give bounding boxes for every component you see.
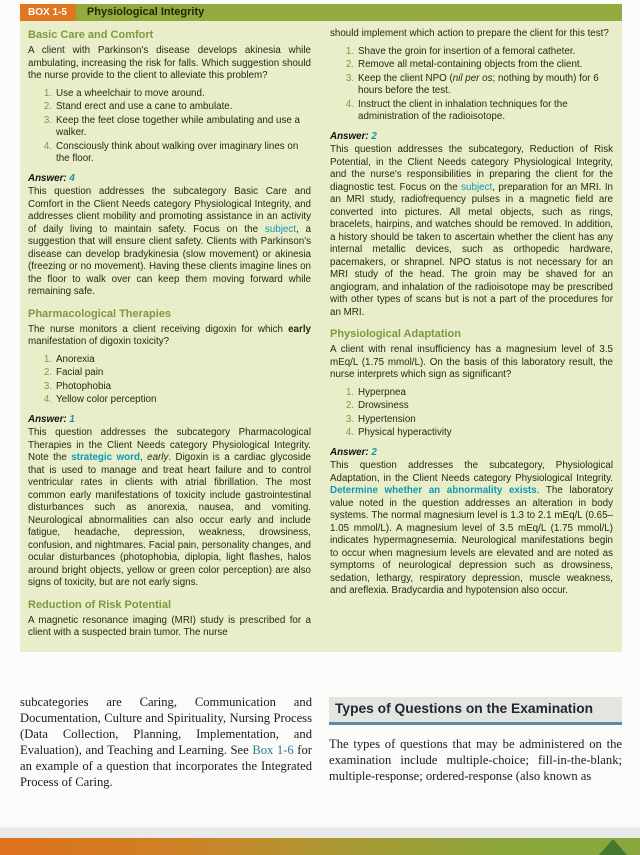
box-body [20,21,622,652]
option-number: 2. [43,101,52,112]
answer-option [343,427,613,440]
answer-label: Answer: [330,446,369,458]
option-text [56,381,311,394]
text-segment: The nurse monitors a client receiving digoxin for which [28,323,289,335]
answer-label: Answer: [28,413,67,425]
page-body-text [20,695,622,790]
text-segment: Stand erect and use a cane to ambulate. [56,101,233,112]
paragraph [28,45,311,83]
text-segment: subcategories are Caring, Communication and Documentation, Culture and Spirituality, Nursing Process (Data Collection, Planning, Implementation, and Evaluation), and Teaching and Learning. See [20,695,312,757]
box-1-5 [20,4,622,652]
text-segment: Anorexia [56,353,95,365]
paragraph [28,427,311,590]
answer-options-list [41,88,311,166]
paragraph [330,344,613,382]
text-segment: A magnetic resonance imaging (MRI) study is prescribed for a client with a suspected brain tumor. The nurse [28,614,311,638]
box-title: Physiological Integrity [86,6,205,18]
option-number: 1. [43,87,52,99]
paragraph [330,144,613,319]
option-text [358,427,613,440]
text-segment: Consciously think about walking over imaginary lines on the floor. [56,140,299,164]
option-number: 1. [345,386,354,398]
text-segment: This question addresses the subcategory Basic Care and Comfort in the Client Needs category Physiological Integrity, and addresses client mobility and promoting assistance in an activity of daily living to maintain safety. Focus on the [28,186,311,235]
body-right-column [329,695,622,790]
text-segment: A client with Parkinson's disease develops akinesia while ambulating, increasing the risk for falls. Which suggestion should the nurse provide to the client to alleviate this problem? [28,45,311,81]
text-segment: Yellow color perception [56,394,157,405]
page-corner-triangle-icon [599,839,627,855]
box-left-column [28,28,311,642]
box-section-heading: Basic Care and Comfort [28,29,154,41]
paragraph [28,324,311,349]
page-bottom-gray-strip [0,827,640,838]
answer-option [41,394,311,407]
answer-options-list [41,354,311,407]
answer-option [343,99,613,124]
text-segment: This question addresses the subcategory, Physiological Adaptation, in the Client Needs category Physiological Integrity. [330,460,613,484]
option-number: 3. [43,380,52,392]
answer-option [343,73,613,98]
answer-option [343,59,613,72]
text-segment: Use a wheelchair to move around. [56,87,205,99]
option-text [56,367,311,380]
answer-line [330,131,613,144]
text-segment: Shave the groin for insertion of a femoral catheter. [358,45,576,57]
answer-line [28,414,311,427]
answer-line [330,447,613,460]
text-segment: The types of questions that may be administered on the examination include multiple-choice; fill-in-the-blank; multiple-response; ordered-response (also known as [329,737,622,783]
cross-reference-link: subject [461,181,493,193]
body-left-column [20,695,312,790]
option-text [56,88,311,101]
text-segment: . Digoxin is a cardiac glycoside that is used to manage and treat heart failure and to control ventricular rates in clients with atrial fibrillation. The most common early manifestations of toxicity include gastrointestinal disturbances such as anorexia, nausea, and vomiting. Neurological abnormalities can also occur early and include fatigue, headache, depression, weakness, drowsiness, confusion, and nightmares. Facial pain, personality changes, and ocular disturbances (photophobia, diplopia, light flashes, halos around bright objects, yellow or green color perception) are also signs of toxicity, but are not early signs. [28,452,311,588]
box-label: BOX 1-5 [20,4,76,21]
answer-number: 2 [368,130,377,142]
body-paragraph [20,695,312,790]
option-text [56,141,311,166]
text-segment: , [139,452,148,463]
text-segment: , a suggestion that will ensure client safety. Clients with Parkinson's disease can develop bradykinesia (slow movement) or akinesia (freezing or no movement). Having these clients imagine lines on the floor to walk over can keep them moving forward while remaining safe. [28,223,311,297]
answer-line [28,173,311,186]
answer-option [41,354,311,367]
text-segment: Instruct the client in inhalation techniques for the administration of the radioisotope. [358,98,568,122]
text-segment: ; nothing by mouth) for 6 hours before the test. [358,72,599,96]
option-number: 3. [345,413,354,425]
option-number: 1. [345,45,354,57]
text-segment: should implement which action to prepare the client for this test? [330,28,609,39]
cross-reference-link: Determine whether an abnormality exists [330,485,537,496]
option-text [56,101,311,114]
text-segment: This question addresses the subcategory Pharmacological Therapies in the Client Needs category Physiological Integrity. Note the [28,427,311,463]
text-segment: manifestation of digoxin toxicity? [28,336,170,347]
option-text [358,59,613,72]
answer-option [41,115,311,140]
answer-label: Answer: [28,172,67,184]
answer-option [41,367,311,380]
option-number: 4. [43,140,52,152]
option-text [358,73,613,98]
answer-options-list [343,46,613,124]
paragraph [330,28,613,41]
option-text [358,414,613,427]
text-segment: nil per os [452,72,493,84]
text-segment: early [288,323,311,335]
option-number: 3. [43,114,52,126]
option-number: 4. [345,427,354,438]
option-text [56,354,311,367]
answer-option [343,400,613,413]
option-text [56,115,311,140]
answer-option [41,381,311,394]
box-section-heading: Reduction of Risk Potential [28,598,172,611]
answer-number: 4 [66,172,75,184]
text-segment: Hyperpnea [358,386,406,398]
option-text [358,387,613,400]
text-segment: Keep the feet close together while ambulating and use a walker. [56,114,300,138]
option-number: 2. [43,367,52,378]
text-segment: This question addresses the subcategory, Reduction of Risk Potential, in the Client Needs category Physiological Integrity, and the nurse's responsibilities in preparing the client for the diagnostic test. Focus on the [330,144,613,193]
box-section-heading: Pharmacological Therapies [28,307,172,320]
text-segment: Physical hyperactivity [358,427,452,438]
text-segment: , preparation for an MRI. In an MRI study, radiofrequency pulses in a magnetic field are converted into pictures. All metal objects, such as rings, bracelets, hairpins, and watches should be removed. In addition, a history should be taken to ascertain whether the client has any internal metallic devices, such as orthopedic hardware, pacemakers, or shrapnel. NPO status is not necessary for an MRI study of the head. The groin may be shaved for an angiogram, and inhalation of the radioisotope may be prescribed with other types of scans but is not a part of the procedures for an MRI. [330,181,613,318]
answer-label: Answer: [330,130,369,142]
option-number: 1. [43,353,52,365]
paragraph [28,186,311,299]
text-segment: Photophobia [56,380,112,392]
answer-option [41,141,311,166]
option-number: 3. [345,72,354,84]
option-text [358,46,613,59]
cross-reference-link: Box 1-6 [252,742,294,757]
box-right-column [330,28,613,642]
text-segment: Keep the client NPO ( [358,72,453,84]
text-segment: Remove all metal-containing objects from the client. [358,59,583,70]
body-paragraph [329,737,622,785]
answer-option [343,414,613,427]
text-segment: A client with renal insufficiency has a magnesium level of 3.5 mEq/L (1.75 mmol/L). On the basis of this laboratory result, the nurse interprets which sign as significant? [330,344,613,380]
box-header [20,4,622,21]
text-segment: early [147,452,169,463]
box-section-heading: Physiological Adaptation [330,328,461,340]
option-number: 2. [345,59,354,70]
text-segment: Hypertension [358,413,416,425]
option-text [358,99,613,124]
answer-number: 1 [66,413,75,425]
answer-number: 2 [368,446,377,458]
text-segment: Drowsiness [358,400,409,411]
text-segment: for an example of a question that incorporates the Integrated Process of Caring. [20,742,312,789]
option-number: 4. [345,98,354,110]
answer-option [41,101,311,114]
section-heading: Types of Questions on the Examination [329,697,622,725]
paragraph [28,615,311,640]
option-number: 4. [43,394,52,405]
answer-option [343,46,613,59]
text-segment: . The laboratory value noted in the question addresses an alteration in body systems. The normal magnesium level is 1.3 to 2.1 mEq/L (0.65–1.05 mmol/L). A magnesium level of 3.5 mEq/L (1.75 mmol/L) indicates hypermagnesemia. Neurological manifestations begin to occur when magnesium levels are elevated and are noted as symptoms of neurological depression such as drowsiness, sedation, lethargy, respiratory depression, muscle weakness, and areflexia. Bradycardia and hypotension also occur. [330,485,614,596]
cross-reference-link: subject [264,223,296,235]
cross-reference-link: strategic word [71,452,140,463]
answer-option [343,387,613,400]
page-bottom-gradient-bar [0,838,640,855]
text-segment: Facial pain [56,367,104,378]
option-number: 2. [345,400,354,411]
answer-options-list [343,387,613,440]
paragraph [330,460,613,598]
option-text [56,394,311,407]
answer-option [41,88,311,101]
option-text [358,400,613,413]
